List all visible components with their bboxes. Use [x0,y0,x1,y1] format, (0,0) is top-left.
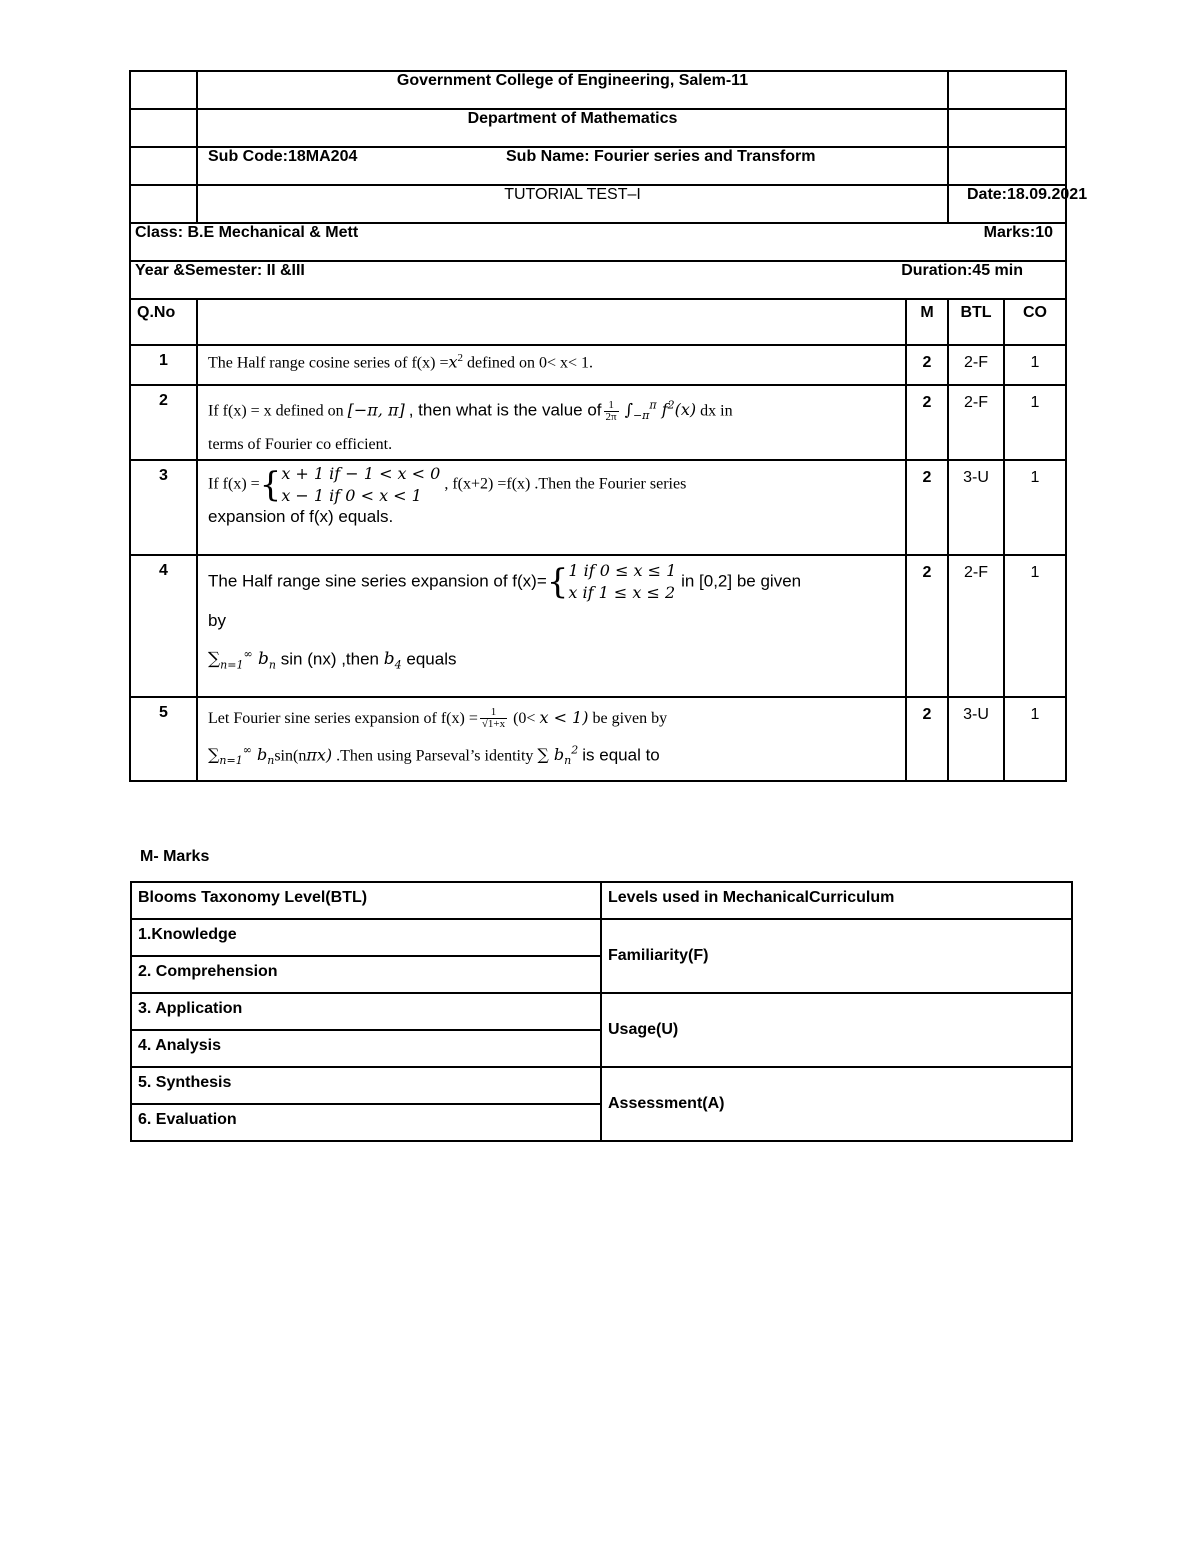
question-co: 1 [1004,460,1066,555]
btl-level: 4. Analysis [131,1030,601,1067]
question-number: 2 [130,385,197,460]
btl-header-right: Levels used in MechanicalCurriculum [601,882,1072,919]
question-text: If f(x) = x defined on [−π, π] , then what is the value of $\frac{1}{2\pi}$ $\int_{-\pi}^\pi$ $f^2(x)$ dx in terms of Fourier co efficient. [197,385,906,460]
btl-group: Familiarity(F) [601,919,1072,993]
col-header-qno: Q.No [130,299,197,345]
btl-level: 2. Comprehension [131,956,601,993]
header-row-department [130,109,1066,147]
year-semester-info: Year &Semester: II &III [135,262,305,279]
question-text: The Half range sine series expansion of f(x)={ 1 if 0 ≤ x ≤ 1 x if 1 ≤ x ≤ 2 in [0,2] be given by $\sum_{n=1}^\infty$ $b_n$ sin (nx) ,then $b_4$ equals [197,555,906,697]
btl-header-row [131,882,1072,919]
question-number: 1 [130,345,197,385]
btl-level-row [131,993,1072,1030]
btl-group: Usage(U) [601,993,1072,1067]
test-date: Date:18.09.2021 [948,185,1066,223]
header-row-test [130,185,1066,223]
question-text: If f(x) ={ x + 1 if − 1 < x < 0 x − 1 if 0 < x < 1 , f(x+2) =f(x) .Then the Fourier series expansion of f(x) equals. [197,460,906,555]
btl-group: Assessment(A) [601,1067,1072,1141]
duration-info: Duration:45 min [901,262,1023,279]
question-btl: 2-F [948,555,1004,697]
question-co: 1 [1004,345,1066,385]
question-text: Let Fourier sine series expansion of f(x) = $\frac{1}{√1+x}$ (0< x < 1) be given by $\sum_{n=1}^\infty$ $b_n\sin(n\pi x)$ .Then using Parseval’s identity ∑ $b_n^2$ is equal to [197,697,906,781]
question-marks: 2 [906,385,948,460]
btl-level-row [131,1067,1072,1104]
subject-name: Sub Name: Fourier series and Transform [506,148,816,165]
college-name: Government College of Engineering, Salem-11 [197,71,948,109]
question-marks: 2 [906,460,948,555]
question-co: 1 [1004,555,1066,697]
question-number: 3 [130,460,197,555]
question-paper-table [129,70,1088,782]
question-row [130,460,1066,555]
col-header-co: CO [1004,299,1066,345]
class-cell [130,223,1066,261]
question-row [130,697,1066,781]
btl-level: 5. Synthesis [131,1067,601,1104]
question-marks: 2 [906,345,948,385]
year-cell [130,261,1066,299]
question-number: 5 [130,697,197,781]
header-row-subject [130,147,1066,185]
header-row-college [130,71,1066,109]
btl-level: 1.Knowledge [131,919,601,956]
question-row [130,555,1066,697]
question-co: 1 [1004,697,1066,781]
test-title: TUTORIAL TEST–I [197,185,948,223]
question-marks: 2 [906,697,948,781]
subject-cell [197,147,948,185]
question-btl: 3-U [948,460,1004,555]
question-number: 4 [130,555,197,697]
question-btl: 2-F [948,385,1004,460]
question-text: The Half range cosine series of $f(x) =x^2$ defined on 0< x< 1. [197,345,906,385]
header-row-year [130,261,1066,299]
col-header-m: M [906,299,948,345]
header-row-class [130,223,1066,261]
department-name: Department of Mathematics [197,109,948,147]
marks-legend-note: M- Marks [140,848,210,865]
question-btl: 3-U [948,697,1004,781]
col-header-btl: BTL [948,299,1004,345]
question-btl: 2-F [948,345,1004,385]
btl-level-row [131,919,1072,956]
btl-header-left: Blooms Taxonomy Level(BTL) [131,882,601,919]
question-marks: 2 [906,555,948,697]
class-info: Class: B.E Mechanical & Mett [135,224,359,241]
question-row [130,345,1066,385]
btl-level: 6. Evaluation [131,1104,601,1141]
question-co: 1 [1004,385,1066,460]
btl-level: 3. Application [131,993,601,1030]
btl-table [130,881,1073,1142]
marks-info: Marks:10 [983,224,1053,241]
column-header-row [130,299,1066,345]
question-row [130,385,1066,460]
subject-code: Sub Code:18MA204 [208,148,358,165]
